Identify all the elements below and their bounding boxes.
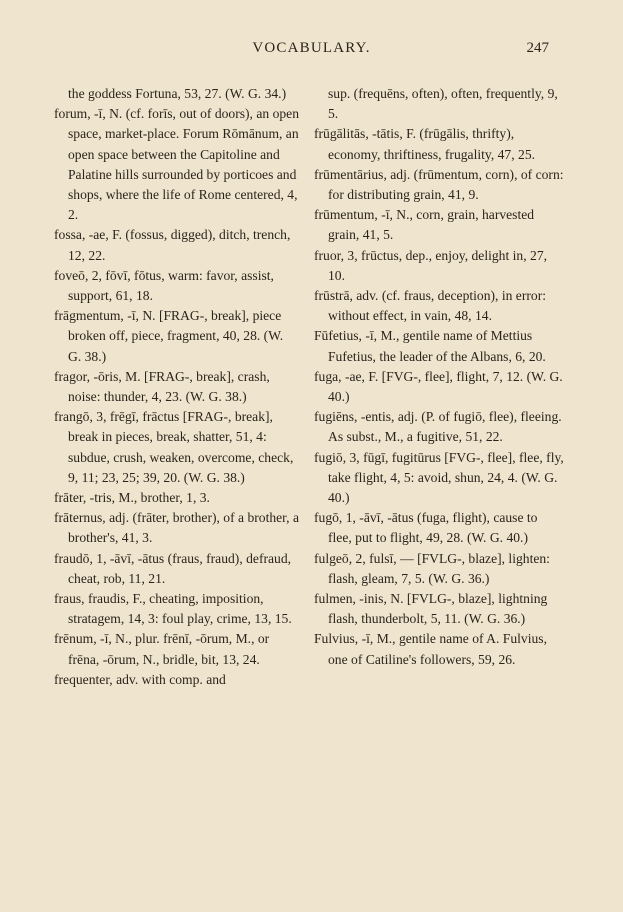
- vocab-entry-frango: frangō, 3, frēgī, frāctus [FRAG-, break], break in pieces, break, shatter, 51, 4: subdue, crush, weaken, overcome, check, 9, 11; 23, 25; 39, 20. (W. G. 38.): [54, 409, 294, 485]
- vocab-entry-frater: frāter, -tris, M., brother, 1, 3.: [54, 490, 210, 506]
- vocab-entry-fragmentum: frāgmentum, -ī, N. [FRAG-, break], piece broken off, piece, fragment, 40, 28. (W. G. 38.): [54, 308, 284, 364]
- right-column: [314, 84, 564, 670]
- vocab-entry-fufetius: Fūfetius, -ī, M., gentile name of Mettius Fufetius, the leader of the Albans, 6, 20.: [314, 328, 546, 364]
- vocab-entry-fulmen: fulmen, -inis, N. [FVLG-, blaze], lightning flash, thunderbolt, 5, 11. (W. G. 36.): [314, 591, 548, 627]
- vocab-entry-fraternus: frāternus, adj. (frāter, brother), of a brother, a brother's, 41, 3.: [54, 510, 299, 546]
- vocab-entry-fossa: fossa, -ae, F. (fossus, digged), ditch, trench, 12, 22.: [54, 227, 291, 263]
- vocab-entry-frenum: frēnum, -ī, N., plur. frēnī, -ōrum, M., or frēna, -ōrum, N., bridle, bit, 13, 24.: [54, 631, 270, 667]
- vocab-entry-fruor: fruor, 3, frūctus, dep., enjoy, delight in, 27, 10.: [314, 247, 548, 283]
- vocab-entry-fugio: fugiō, 3, fūgī, fugitūrus [FVG-, flee], flee, fly, take flight, 4, 5: avoid, shun, 24, 4. (W. G. 40.): [314, 449, 564, 506]
- vocab-entry-continuation: the goddess Fortuna, 53, 27. (W. G. 34.): [68, 86, 287, 101]
- page-number: 247: [526, 40, 549, 56]
- vocab-entry-frugalitas: frūgālitās, -tātis, F. (frūgālis, thrifty), economy, thriftiness, frugality, 47, 25.: [314, 126, 536, 162]
- vocab-entry-fulgeo: fulgeō, 2, fulsī, — [FVLG-, blaze], lighten: flash, gleam, 7, 5. (W. G. 36.): [314, 550, 550, 586]
- vocab-entry-forum: forum, -ī, N. (cf. forīs, out of doors), an open space, market-place. Forum Rōmānum, an open space between the Capitoline and Palatine hills surrounded by porticoes and shops, where the life of Rome centered, 4, 2.: [54, 106, 300, 223]
- vocab-entry-fuga: fuga, -ae, F. [FVG-, flee], flight, 7, 12. (W. G. 40.): [314, 368, 563, 405]
- page-header: [0, 40, 623, 64]
- vocab-entry-fugiens: fugiēns, -entis, adj. (P. of fugiō, flee), fleeing. As subst., M., a fugitive, 51, 22.: [314, 409, 562, 445]
- vocab-entry-continuation: sup. (frequēns, often), often, frequently, 9, 5.: [328, 86, 558, 122]
- vocab-entry-fragor: fragor, -ōris, M. [FRAG-, break], crash, noise: thunder, 4, 23. (W. G. 38.): [54, 368, 270, 405]
- vocab-entry-frequenter: frequenter, adv. with comp. and: [54, 671, 226, 687]
- vocab-entry-fraudo: fraudō, 1, -āvī, -ātus (fraus, fraud), defraud, cheat, rob, 11, 21.: [54, 550, 292, 586]
- vocab-entry-foveo: foveō, 2, fōvī, fōtus, warm: favor, assist, support, 61, 18.: [54, 267, 274, 304]
- left-column: [54, 84, 299, 690]
- vocab-entry-frumentarius: frūmentārius, adj. (frūmentum, corn), of corn: for distributing grain, 41, 9.: [314, 166, 564, 203]
- vocab-entry-fugo: fugō, 1, -āvī, -ātus (fuga, flight), cause to flee, put to flight, 49, 28. (W. G. 40.): [314, 510, 538, 546]
- vocab-entry-frustra: frūstrā, adv. (cf. fraus, deception), in error: without effect, in vain, 48, 14.: [314, 288, 546, 324]
- vocab-entry-fraus: fraus, fraudis, F., cheating, imposition, stratagem, 14, 3: foul play, crime, 13, 15.: [54, 591, 292, 627]
- vocab-entry-frumentum: frūmentum, -ī, N., corn, grain, harvested grain, 41, 5.: [314, 207, 535, 243]
- vocab-entry-fulvius: Fulvius, -ī, M., gentile name of A. Fulvius, one of Catiline's followers, 59, 26.: [314, 631, 547, 667]
- running-title: VOCABULARY.: [252, 40, 371, 56]
